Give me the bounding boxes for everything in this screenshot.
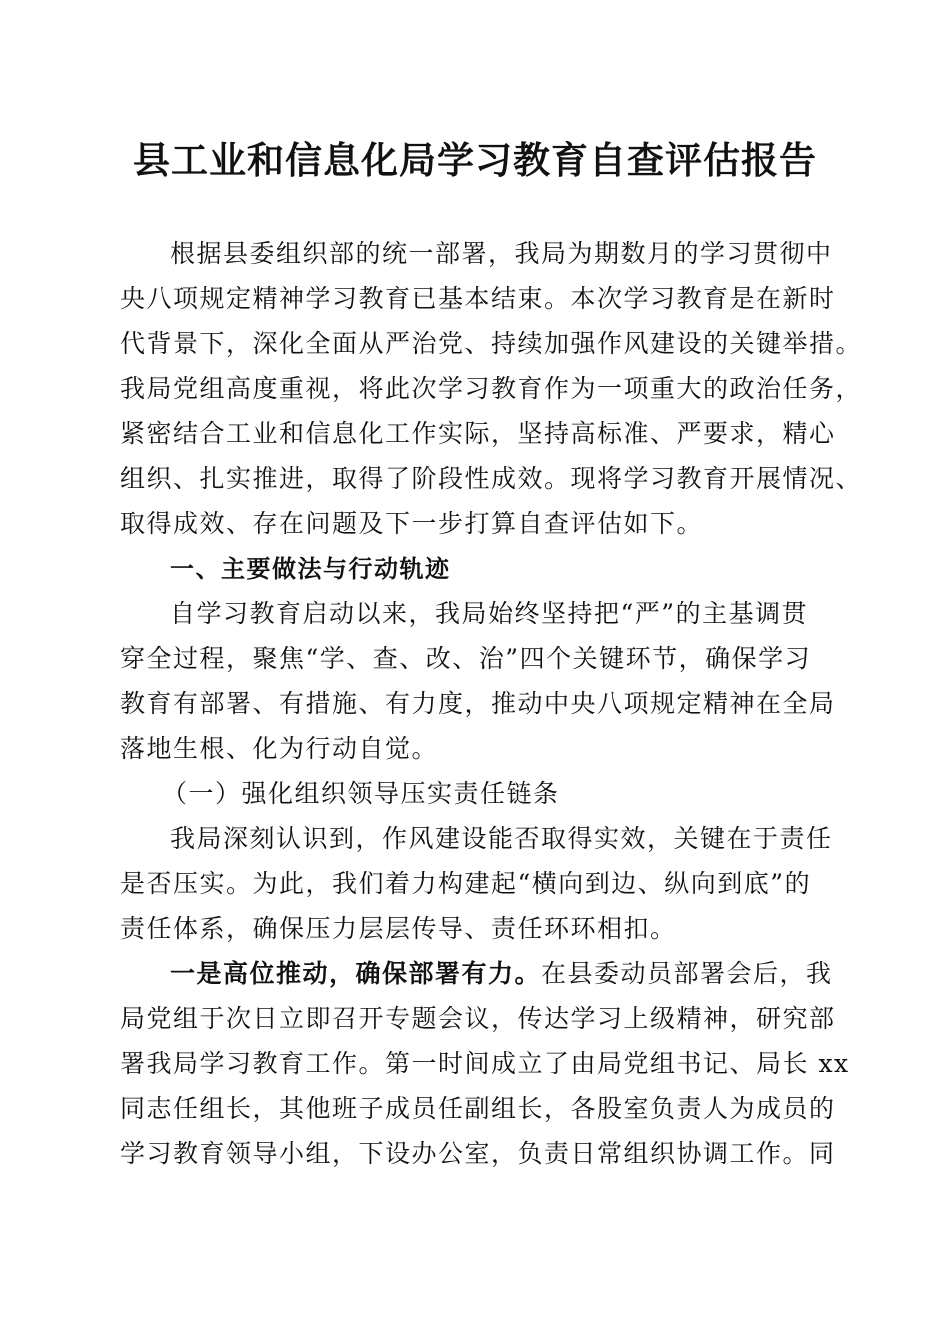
paragraph-line: 组织、扎实推进，取得了阶段性成效。现将学习教育开展情况、 xyxy=(120,464,863,493)
document-title: 县工业和信息化局学习教育自查评估报告 xyxy=(133,138,817,182)
paragraph-line: 代背景下，深化全面从严治党、持续加强作风建设的关键举措。 xyxy=(120,329,863,358)
subsection-heading: （一）强化组织领导压实责任链条 xyxy=(162,779,560,808)
paragraph-line: 根据县委组织部的统一部署，我局为期数月的学习贯彻中 xyxy=(170,239,833,268)
paragraph-line: 责任体系，确保压力层层传导、责任环环相扣。 xyxy=(120,914,677,943)
paragraph-line: 落地生根、化为行动自觉。 xyxy=(120,734,439,763)
paragraph-line: 是否压实。为此，我们着力构建起“横向到边、纵向到底”的 xyxy=(120,869,812,898)
paragraph-line: 我局深刻认识到，作风建设能否取得实效，关键在于责任 xyxy=(170,824,833,853)
paragraph-line xyxy=(170,956,840,992)
paragraph-line: 同志任组长，其他班子成员任副组长，各股室负责人为成员的 xyxy=(120,1094,836,1123)
paragraph-line: 学习教育领导小组，下设办公室，负责日常组织协调工作。同 xyxy=(120,1139,836,1168)
point-text: 在县委动员部署会后，我 xyxy=(541,959,833,988)
paragraph-line: 央八项规定精神学习教育已基本结束。本次学习教育是在新时 xyxy=(120,284,836,313)
paragraph-line: 穿全过程，聚焦“学、查、改、治”四个关键环节，确保学习 xyxy=(120,644,812,673)
section-heading: 一、主要做法与行动轨迹 xyxy=(170,555,451,583)
point-lead: 一是高位推动，确保部署有力。 xyxy=(170,959,542,988)
paragraph-line: 局党组于次日立即召开专题会议，传达学习上级精神，研究部 xyxy=(120,1004,836,1033)
paragraph-line: 自学习教育启动以来，我局始终坚持把“严”的主基调贯 xyxy=(170,599,809,628)
paragraph-line: 教育有部署、有措施、有力度，推动中央八项规定精神在全局 xyxy=(120,689,836,718)
paragraph-line: 署我局学习教育工作。第一时间成立了由局党组书记、局长 xx xyxy=(120,1049,850,1078)
paragraph-line: 我局党组高度重视，将此次学习教育作为一项重大的政治任务， xyxy=(120,374,863,403)
paragraph-line: 取得成效、存在问题及下一步打算自查评估如下。 xyxy=(120,509,704,538)
paragraph-line: 紧密结合工业和信息化工作实际，坚持高标准、严要求，精心 xyxy=(120,419,836,448)
